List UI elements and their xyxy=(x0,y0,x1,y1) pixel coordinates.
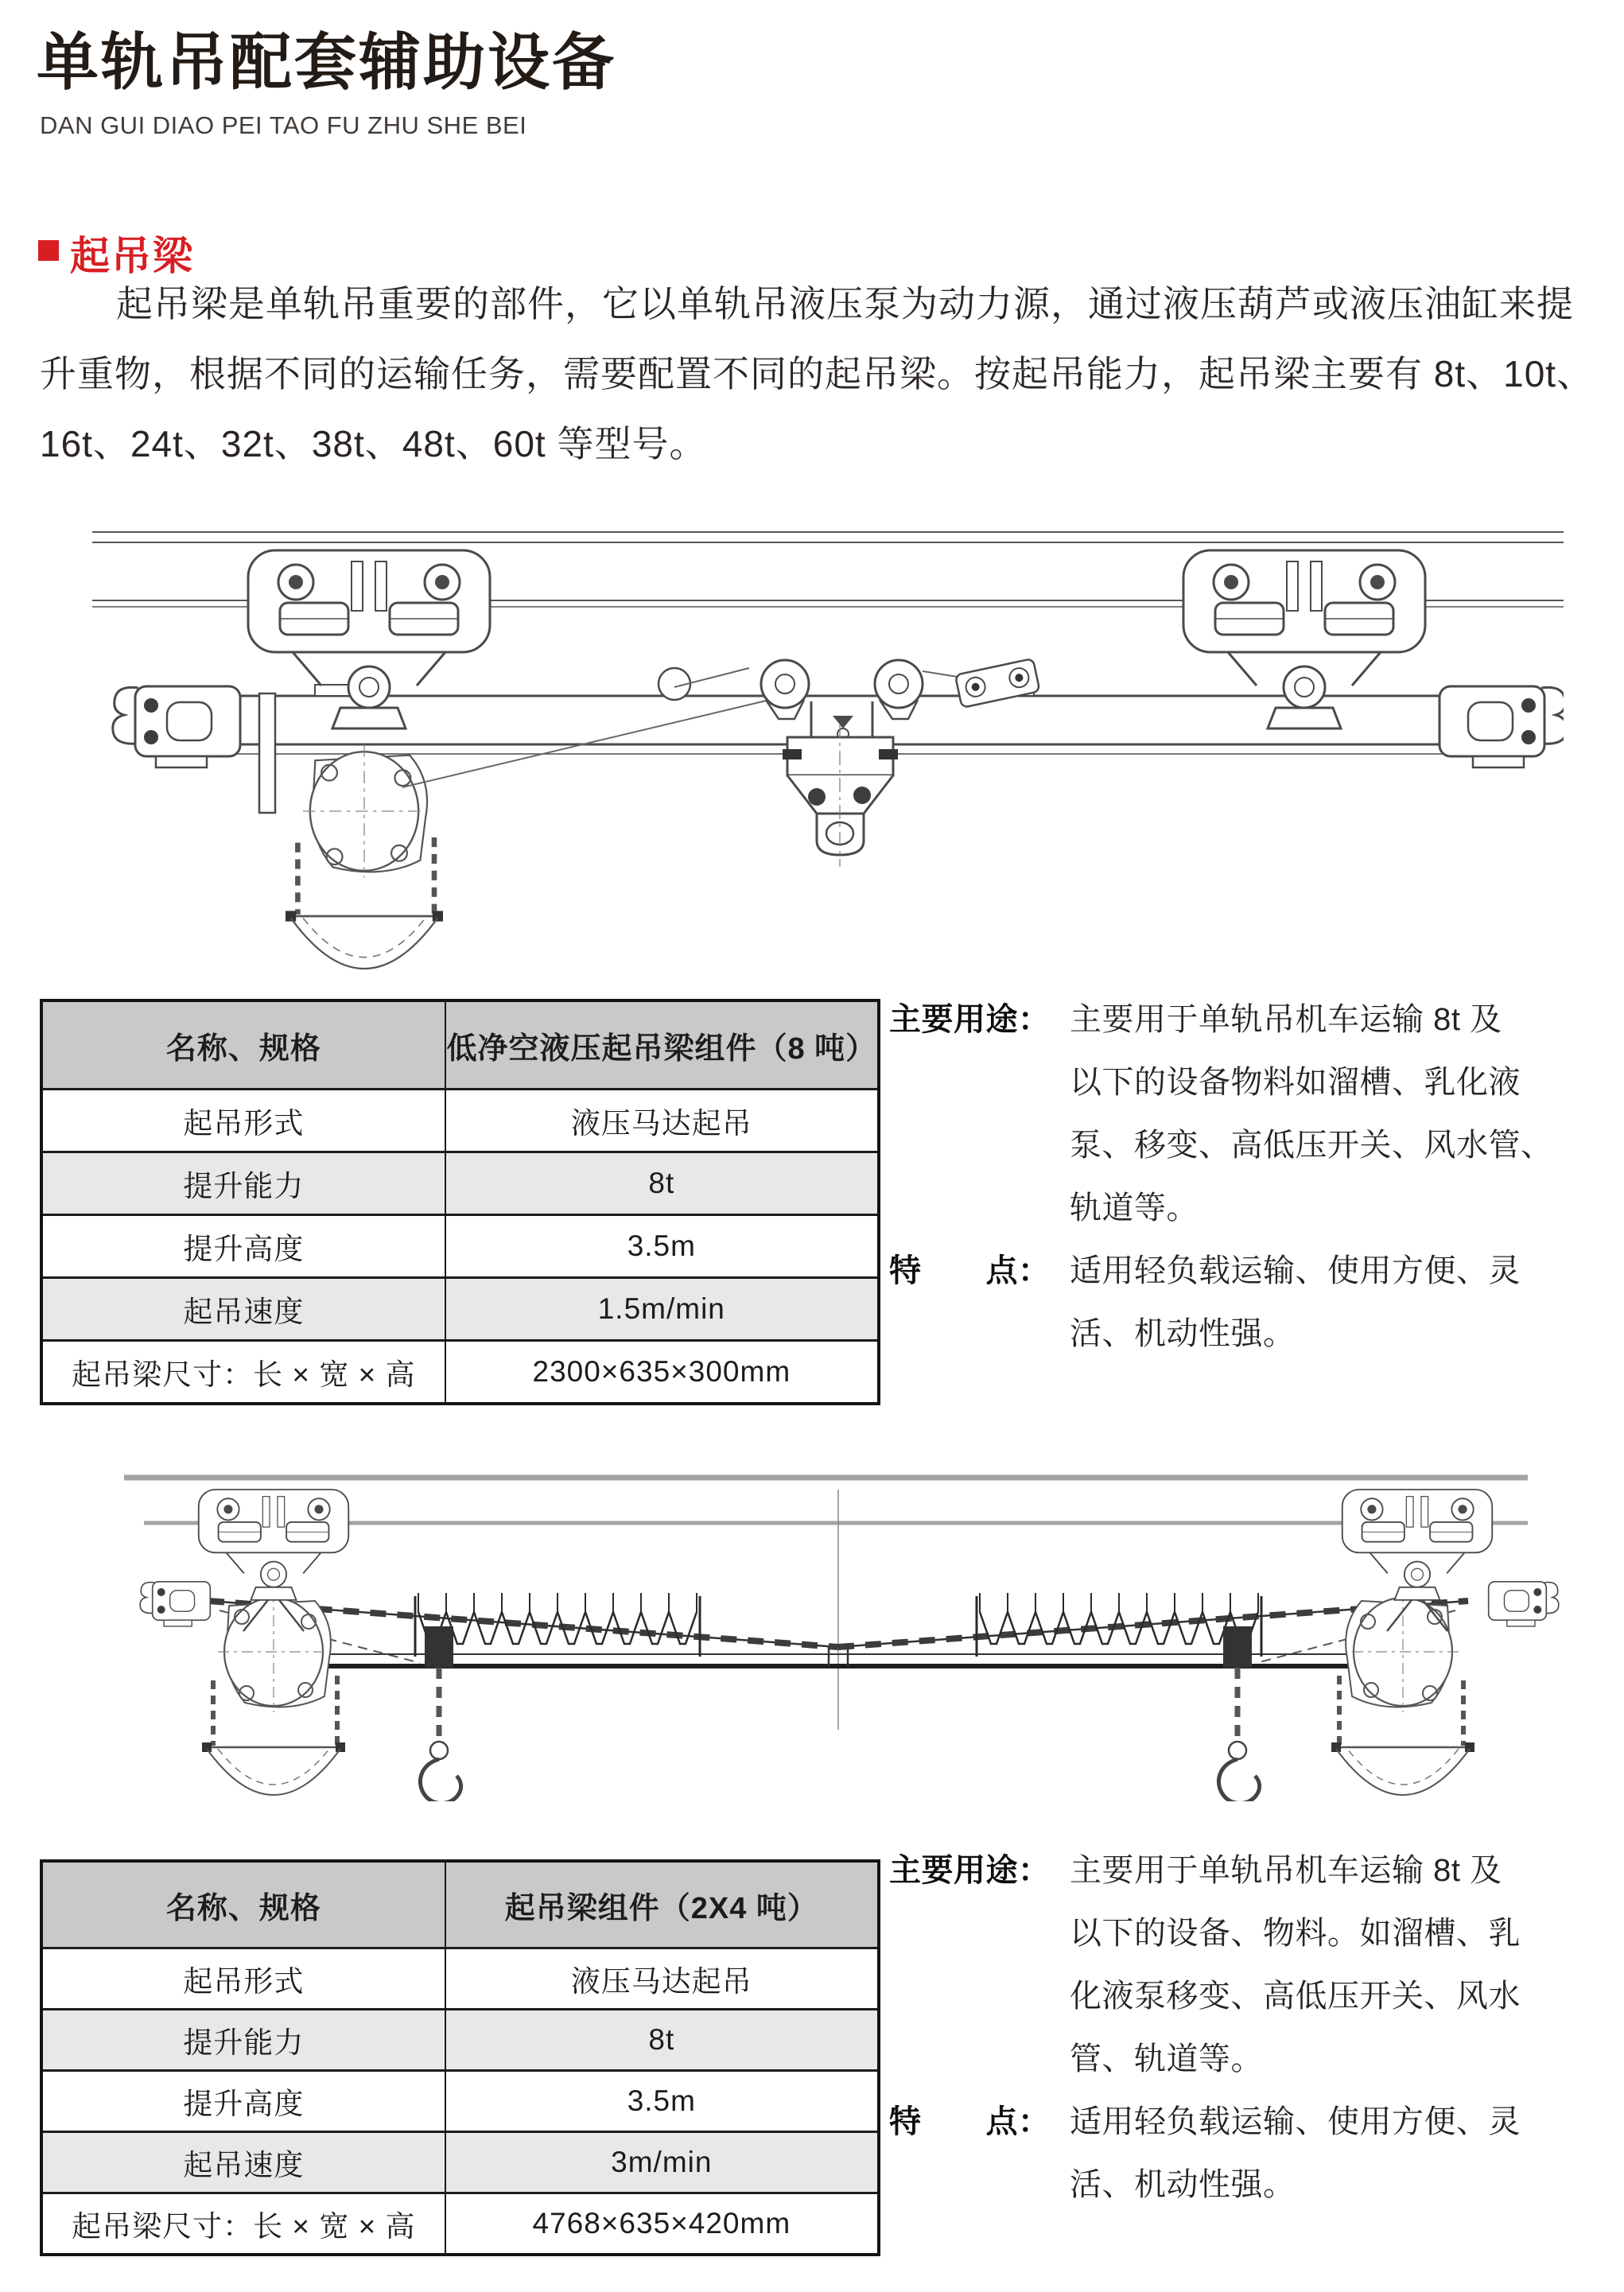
table-row xyxy=(43,2072,877,2133)
table-header-row xyxy=(43,1863,877,1949)
use-label: 主要用途： xyxy=(889,1002,1051,1037)
right-end-clevis xyxy=(1439,686,1564,767)
left-end-clevis xyxy=(140,1582,210,1626)
table-cell-value: 液压马达起吊 xyxy=(570,1965,752,1998)
feature-label: 特 点： xyxy=(889,1253,1051,1288)
chain-hook-left xyxy=(420,1626,460,1801)
use-label: 主要用途： xyxy=(889,1853,1051,1888)
table-cell-value: 1.5m/min xyxy=(597,1292,725,1325)
page-title: 单轨吊配套辅助设备 xyxy=(37,27,617,97)
table-cell-value: 2300×635×300mm xyxy=(532,1355,791,1388)
use-line: 泵、移变、高低压开关、风水管、 xyxy=(1070,1128,1553,1163)
table-cell-value: 3m/min xyxy=(611,2146,713,2178)
feature-line: 活、机动性强。 xyxy=(1070,1316,1296,1351)
table-header-name: 名称、规格 xyxy=(43,1863,446,1947)
table-header-name: 名称、规格 xyxy=(43,1002,446,1088)
table-cell-label: 起吊形式 xyxy=(43,1949,446,2008)
table-cell-label: 起吊速度 xyxy=(43,2133,446,2192)
table-cell-value: 8t xyxy=(648,1167,675,1199)
table-cell-value: 3.5m xyxy=(627,2084,696,2117)
figure-double-hook-lifting-beam-drawing xyxy=(60,1467,1564,1801)
feature-line: 适用轻负载运输、使用方便、灵 xyxy=(1070,2104,1521,2139)
use-line: 以下的设备物料如溜槽、乳化液 xyxy=(1070,1065,1521,1100)
paragraph-line: 16t、24t、32t、38t、48t、60t 等型号。 xyxy=(40,423,707,464)
table-cell-label: 提升能力 xyxy=(43,1153,446,1214)
intro-paragraph xyxy=(40,269,1595,479)
section-title: 起吊梁 xyxy=(70,234,194,278)
table-header-model: 低净空液压起吊梁组件（8 吨） xyxy=(446,1031,877,1066)
right-end-clevis xyxy=(1489,1582,1559,1626)
table-row xyxy=(43,1216,877,1279)
spec-table-2x4t xyxy=(40,1859,880,2256)
paragraph-line: 升重物，根据不同的运输任务，需要配置不同的起吊梁。按起吊能力，起吊梁主要有 8t、10t、 xyxy=(40,353,1595,394)
table-cell-value: 4768×635×420mm xyxy=(532,2207,791,2240)
table-row xyxy=(43,1153,877,1216)
table-cell-label: 起吊速度 xyxy=(43,1279,446,1339)
chain-hook-right xyxy=(1218,1626,1259,1801)
table-header-row xyxy=(43,1002,877,1090)
feature-line: 活、机动性强。 xyxy=(1070,2167,1296,2202)
use-line: 主要用于单轨吊机车运输 8t 及 xyxy=(1070,1002,1502,1037)
hydraulic-motor-left xyxy=(202,1591,345,1795)
hydraulic-motor-right xyxy=(1331,1591,1474,1795)
info-block-8t xyxy=(889,989,1609,1365)
table-row xyxy=(43,2010,877,2072)
paragraph-line: 起吊梁是单轨吊重要的部件，它以单轨吊液压泵为动力源，通过液压葫芦或液压油缸来提 xyxy=(116,283,1574,324)
use-line: 管、轨道等。 xyxy=(1070,2041,1263,2076)
table-row xyxy=(43,2194,877,2253)
table-row xyxy=(43,1949,877,2010)
use-line: 化液泵移变、高低压开关、风水 xyxy=(1070,1979,1521,2014)
table-cell-label: 起吊形式 xyxy=(43,1090,446,1151)
table-header-model: 起吊梁组件（2X4 吨） xyxy=(504,1891,818,1925)
red-square-bullet-icon xyxy=(38,240,59,261)
figure-low-headroom-lifting-beam-drawing xyxy=(60,511,1564,976)
table-cell-label: 起吊梁尺寸：长 × 宽 × 高 xyxy=(43,2194,446,2253)
table-cell-label: 提升高度 xyxy=(43,1216,446,1276)
feature-line: 适用轻负载运输、使用方便、灵 xyxy=(1070,1253,1521,1288)
use-line: 主要用于单轨吊机车运输 8t 及 xyxy=(1070,1853,1502,1888)
table-cell-value: 3.5m xyxy=(627,1230,696,1262)
use-line: 轨道等。 xyxy=(1070,1191,1199,1226)
table-row xyxy=(43,2133,877,2194)
table-cell-label: 提升能力 xyxy=(43,2010,446,2069)
spec-table-8t xyxy=(40,999,880,1405)
table-cell-label: 提升高度 xyxy=(43,2072,446,2131)
feature-label: 特 点： xyxy=(889,2104,1051,2139)
table-row xyxy=(43,1279,877,1342)
table-cell-value: 液压马达起吊 xyxy=(570,1107,752,1140)
use-line: 以下的设备、物料。如溜槽、乳 xyxy=(1070,1916,1521,1951)
table-row xyxy=(43,1090,877,1153)
table-row xyxy=(43,1342,877,1402)
table-cell-value: 8t xyxy=(648,2023,675,2056)
info-block-2x4t xyxy=(889,1839,1609,2216)
left-end-clevis xyxy=(113,686,240,767)
table-cell-label: 起吊梁尺寸：长 × 宽 × 高 xyxy=(43,1342,446,1402)
pinyin-subtitle: DAN GUI DIAO PEI TAO FU ZHU SHE BEI xyxy=(40,111,527,139)
